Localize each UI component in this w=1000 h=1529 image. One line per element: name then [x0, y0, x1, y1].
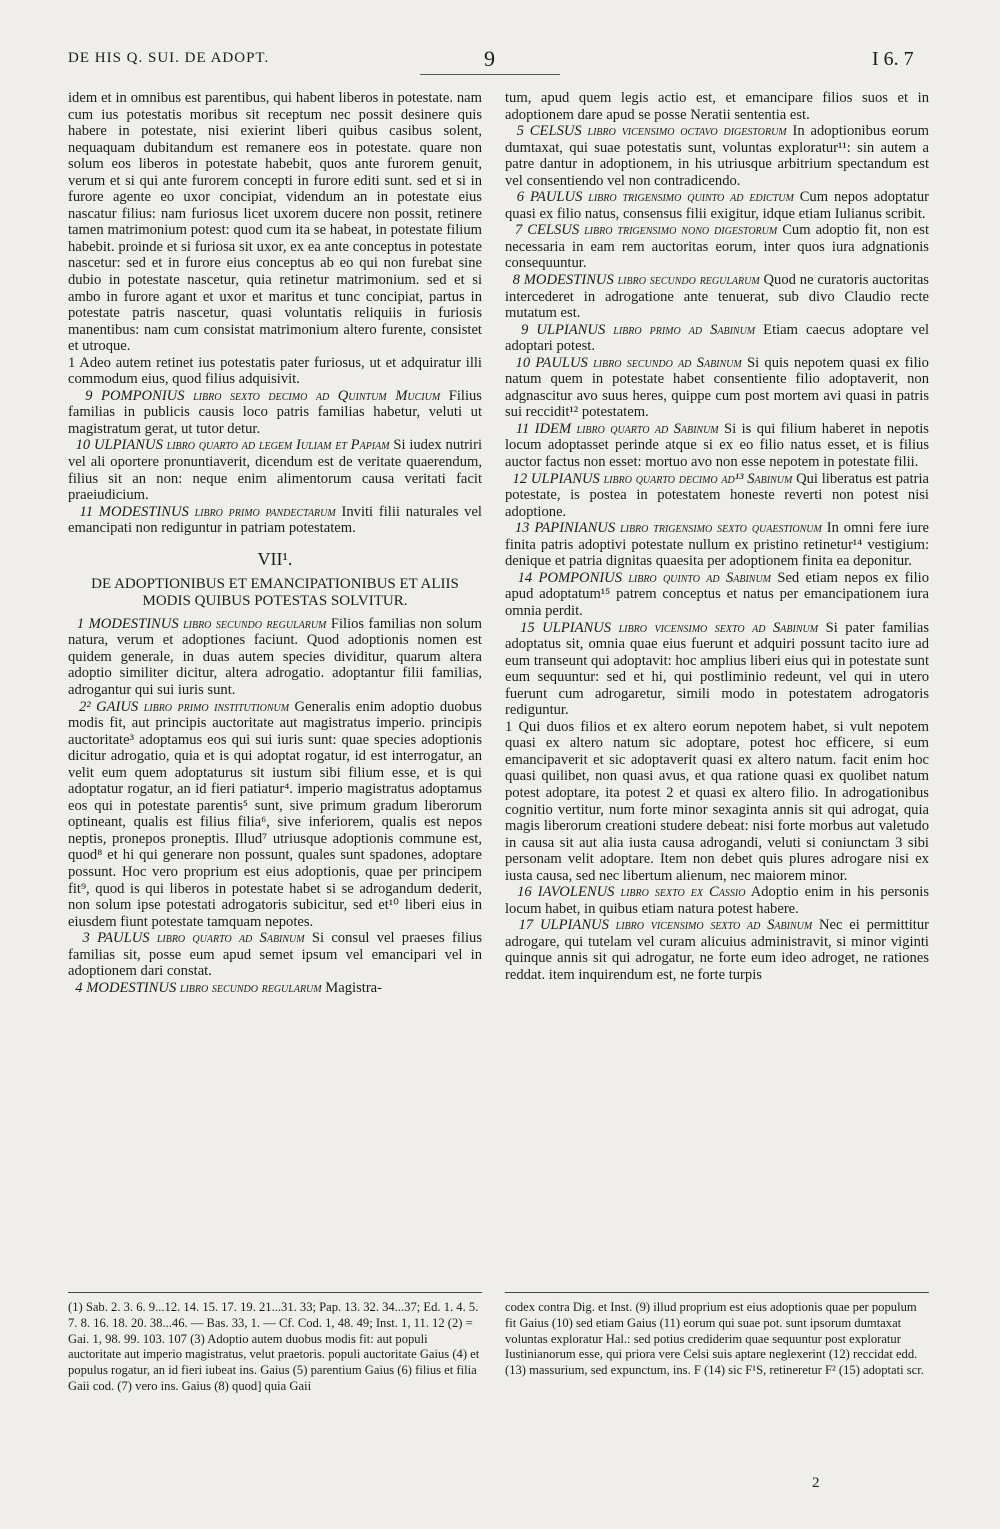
footnotes-right: codex contra Dig. et Inst. (9) illud proprium est eius adoptionis quae per populum fit Gaius (10) sed etiam Gaius (11) eorum qui suae pot. sunt ipsorum dumtaxat voluntas exploratur Hal.: sed potius crediderim quae sequuntur post exploratur Iustinianorum esse, qui priora vere Celsi suis aptare neglexerint (12) reccidat edd. (13) massurium, sed expunctum, ins. F (14) sic F¹S, retineretur F² (15) adoptati scr. — [505, 1300, 924, 1378]
paragraph — [505, 884, 929, 917]
paragraph — [68, 616, 482, 699]
fragment-text: Nec ei permittitur adrogare, qui tutelam vel curam alicuius administravit, si minor viginti quinque annis sit qui adrogatur, ne forte eum ideo adroget, ne rationes reddat. item inquirendum est, ne forte turpis — [505, 917, 929, 983]
paragraph — [68, 437, 482, 503]
footnote-rule-left — [68, 1292, 482, 1293]
header-left: DE HIS Q. SUI. DE ADOPT. — [68, 50, 270, 66]
fragment-inscription: 9 ULPIANUS libro primo ad Sabinum — [521, 321, 756, 338]
fragment-text: Sed etiam nepos ex filio apud adoptatum¹⁵ patrem conceptus et natus per emancipationem iura omnia perdit. — [505, 569, 930, 619]
fragment-inscription: 6 PAULUS libro trigensimo quinto ad edictum — [516, 189, 794, 206]
footnote-rule-right — [505, 1292, 929, 1293]
fragment-inscription: 16 IAVOLENUS libro sexto ex Cassio — [517, 884, 746, 901]
fragment-inscription: 13 PAPINIANUS libro trigensimo sexto quaestionum — [514, 520, 822, 537]
paragraph — [505, 421, 929, 471]
header-rule — [420, 74, 560, 75]
fragment-inscription: 8 MODESTINUS libro secundo regularum — [512, 272, 760, 289]
header-right: I 6. 7 — [872, 48, 914, 70]
paragraph: 1 Qui duos filios et ex altero eorum nepotem habet, si vult nepotem quasi ex altero natum sic adoptare, potest hoc efficere, si eum emancipaverit et sic adoptaverit quasi ex altero natum. facit enim hoc quasi quilibet, non quasi avus, et qua ratione quasi ex quolibet natum potest adoptare, ita potest 2 et quasi ex altero filio. In adrogationibus cognitio vertitur, num forte minor sexaginta annis sit qui adrogat, quia magis liberorum creationi studere debeat: nisi forte morbus aut valetudo in causa sit aut alia iusta causa adrogandi, veluti si coniunctam 3 sibi personam velit adoptare. Item non debet quis plures adrogare nisi ex iusta causa, sed nec libertum alienum, nec maiorem minor. — [505, 718, 929, 884]
paragraph — [505, 471, 929, 521]
fragment-text: Quod ne curatoris auctoritas intercederet in adrogatione ante tenuerat, sub divo Claudio recte mutatum est. — [505, 272, 929, 322]
paragraph — [505, 917, 929, 983]
paragraph: idem et in omnibus est parentibus, qui habent liberos in potestate. nam cum ius potestatis moribus sit receptum nec possit desinere quis habere in potestate, nisi exierint liberi quibus casibus solent, nequaquam dubitandum est remanere eos in potestate. quare non solum eos liberos in potestate habebit, quos ante furorem genuit, verum et si qui ante furorem concepti in furore editi sunt. sed et si in furore agente eo uxor concipiat, videndum an in potestate eius nascatur filius: nam furiosus licet uxorem ducere non possit, retinere tamen matrimonium potest: quod cum ita se habeat, in potestate filium habebit. proinde et si furiosa sit uxor, ex ea ante conceptus in potestate nascetur: sed et in furore eius conceptus ab eo qui non furebat sine dubio in potestate nascetur, quia retinetur matrimonium. sed et si ambo in furore agant et uxor et maritus et tunc concipiat, partus in potestate patris nascetur, quasi voluntatis reliquiis in furiosis manentibus: nam cum consistat matrimonium altero furente, consistet et utroque. — [68, 90, 482, 355]
paragraph: 1 Adeo autem retinet ius potestatis pater furiosus, ut et adquiratur illi commodum eius, quod filius adquisivit. — [68, 354, 482, 388]
fragment-inscription: 11 MODESTINUS libro primo pandectarum — [79, 503, 336, 520]
paragraph — [505, 355, 929, 421]
fragment-text: Si pater familias adoptatus sit, omnia quae eius fuerunt et adquiri possunt tacito iure ad eum transeunt qui adoptavit: hoc amplius liberi eius qui in potestate sunt eum sequuntur: sed et hi, qui postliminio redeunt, vel qui in utero fuerunt cum adrogaretur, simili modo in potestatem adrogatoris rediguntur. — [505, 619, 929, 719]
fragment-inscription: 4 MODESTINUS libro secundo regularum — [75, 979, 322, 996]
title-text: DE ADOPTIONIBUS ET EMANCIPATIONIBUS ET ALIIS MODIS QUIBUS POTESTAS SOLVITUR. — [91, 575, 459, 609]
fragment-text: Si consul vel praeses filius familias sit, posse eum apud semet ipsum vel emancipari vel in adoptionem dari constat. — [68, 930, 483, 980]
fragment-text: Etiam caecus adoptare vel adoptari potest. — [505, 321, 930, 355]
fragment-inscription: 1 MODESTINUS libro secundo regularum — [76, 615, 327, 632]
paragraph — [505, 189, 929, 222]
running-header — [0, 46, 1000, 76]
header-page-number: 9 — [484, 46, 495, 71]
fragment-inscription: 7 CELSUS libro trigensimo nono digestorum — [514, 222, 778, 239]
fragment-text: In omni fere iure finita patris adoptivi potestate nullum ex pristino retinetur¹⁴ vestigium: denique et patria dignitas quaesita per adoptionem finita ea deponitur. — [505, 520, 929, 570]
fragment-inscription: 14 POMPONIUS libro quinto ad Sabinum — [517, 569, 772, 586]
fragment-inscription: 5 CELSUS libro vicensimo octavo digestorum — [516, 123, 787, 140]
right-column — [505, 90, 929, 984]
paragraph — [505, 222, 929, 272]
paragraph — [505, 570, 929, 620]
paragraph — [505, 123, 929, 189]
paragraph — [505, 272, 929, 322]
paragraph — [505, 520, 929, 570]
fragment-inscription: 12 ULPIANUS libro quarto decimo ad¹³ Sabinum — [512, 470, 793, 487]
fragment-text: Si iudex nutriri vel ali oportere pronuntiaverit, dicendum est de veritate quaerendum, filius sit an non: neque enim alimentorum causa veritati facit praeiudicium. — [68, 437, 483, 504]
paragraph: tum, apud quem legis actio est, et emancipare filios suos et in adoptionem dare apud se posse Neratii sententia est. — [505, 90, 929, 123]
paragraph — [68, 699, 482, 931]
paragraph — [505, 322, 929, 355]
signature-number: 2 — [812, 1475, 820, 1491]
footnotes-left: (1) Sab. 2. 3. 6. 9...12. 14. 15. 17. 19. 21...31. 33; Pap. 13. 32. 34...37; Ed. 1. 4. 5. 7. 8. 16. 18. 20. 38...46. — Bas. 33, 1. — Cf. Cod. 1, 48. 49; Inst. 1, 11. 12 (2) = Gai. 1, 98. 99. 103. 107 (3) Adoptio autem duobus modis fit: aut populi auctoritate aut imperio magistratus, velut praetoris. populi auctoritate Gaius (4) et populus rogatur, an id fieri iubeat ins. Gaius (5) parentium Gaius (6) filius et filia Gaii cod. (7) vero ins. Gaius (8) quod] quia Gaii — [68, 1300, 480, 1393]
paragraph — [68, 388, 482, 438]
left-column — [68, 90, 482, 996]
fragment-inscription: 10 PAULUS libro secundo ad Sabinum — [515, 354, 742, 371]
fragment-text: Qui liberatus est patria potestate, is postea in potestatem honeste reverti non potest nisi adoptione. — [505, 470, 929, 520]
fragment-inscription: 10 ULPIANUS libro quarto ad legem Iuliam et Papiam — [75, 437, 390, 454]
fragment-text: Si is qui filium haberet in nepotis locum adoptasset perinde atque si ex eo filio natus esset, et is filius auctor factus non esset: mortuo avo non esse nepotem in potestate filii. — [505, 420, 929, 471]
fragment-text: Inviti filii naturales vel emancipati non rediguntur in patriam potestatem. — [68, 503, 482, 537]
title-number: VII¹. — [257, 548, 293, 569]
fragment-text: Cum adoptio fit, non est necessaria in eam rem auctoritas eorum, inter quos iura adgnationis consequuntur. — [505, 222, 930, 272]
fragment-inscription: 15 ULPIANUS libro vicensimo sexto ad Sabinum — [520, 619, 819, 636]
fragment-text: Si quis nepotem quasi ex filio natum quem in potestate habet consentiente filio adoptaverit, non adgnascitur avo suus heres, quippe cum post mortem avi quasi in patris sui reccidit¹² potestatem. — [505, 354, 929, 421]
fragment-text: Generalis enim adoptio duobus modis fit, aut principis auctoritate aut magistratus imperio. principis auctoritate³ adoptamus eos qui sui iuris sunt: quae species adoptionis dicitur adrogatio, quia et is qui adoptat rogatur, id est interrogatur, an velit eum quem adoptaturus sit iustum sibi filium esse, et is qui adoptatur rogatur, an id fieri patiatur⁴. imperio magistratus adoptamus eos qui in potestate parentis⁵ sunt, sive primum gradum liberorum optineant, qualis est filius filia⁶, sive inferiorem, qualis est nepos neptis, pronepos proneptis. Illud⁷ utriusque adoptionis commune est, quod⁸ et hi qui generare non possunt, quales sunt spadones, adoptare possunt. Hoc vero proprium est eius adoptionis, quae per principem fit⁹, quod is qui liberos in potestate habet si se adrogandum dederit, non solum ipse potestati adrogatoris subicitur, sed et¹⁰ liberi eius in eiusdem fiunt potestate tamquam nepotes. — [68, 698, 482, 930]
paragraph — [68, 980, 482, 997]
fragment-text: Magistra- — [325, 979, 383, 996]
fragment-inscription: 2² GAIUS libro primo institutionum — [78, 698, 290, 715]
paragraph — [68, 930, 482, 980]
fragment-text: Filius familias in publicis causis loco patris familias habetur, veluti ut magistratum gerat, ut tutor detur. — [68, 387, 482, 437]
fragment-text: In adoptionibus eorum dumtaxat, qui suae potestatis sunt, voluntas exploratur¹¹: sin autem a patre dantur in adoptionem, in his utriusque arbitrium spectandum est vel consentiendo vel non contradicendo. — [505, 123, 929, 189]
fragment-inscription: 11 IDEM libro quarto ad Sabinum — [515, 420, 719, 437]
paragraph — [68, 504, 482, 537]
fragment-inscription: 17 ULPIANUS libro vicensimo sexto ad Sabinum — [518, 917, 813, 934]
title-heading — [68, 548, 482, 610]
fragment-inscription: 9 POMPONIUS libro sexto decimo ad Quintum Mucium — [85, 387, 441, 404]
fragment-text: Filios familias non solum natura, verum et adoptiones faciunt. Quod adoptionis nomen est quidem generale, in duas autem species dividitur, quarum altera adoptio similiter dicitur, altera adrogatio. adoptantur filii familias, adrogantur qui sui iuris sunt. — [68, 615, 483, 698]
fragment-text: Cum nepos adoptatur quasi ex filio natus, consensus filii exigitur, idque etiam Iulianus scribit. — [505, 189, 930, 222]
fragment-text: Adoptio enim in his personis locum habet, in quibus etiam natura potest habere. — [505, 884, 930, 917]
paragraph — [505, 620, 929, 719]
fragment-inscription: 3 PAULUS libro quarto ad Sabinum — [82, 930, 305, 947]
